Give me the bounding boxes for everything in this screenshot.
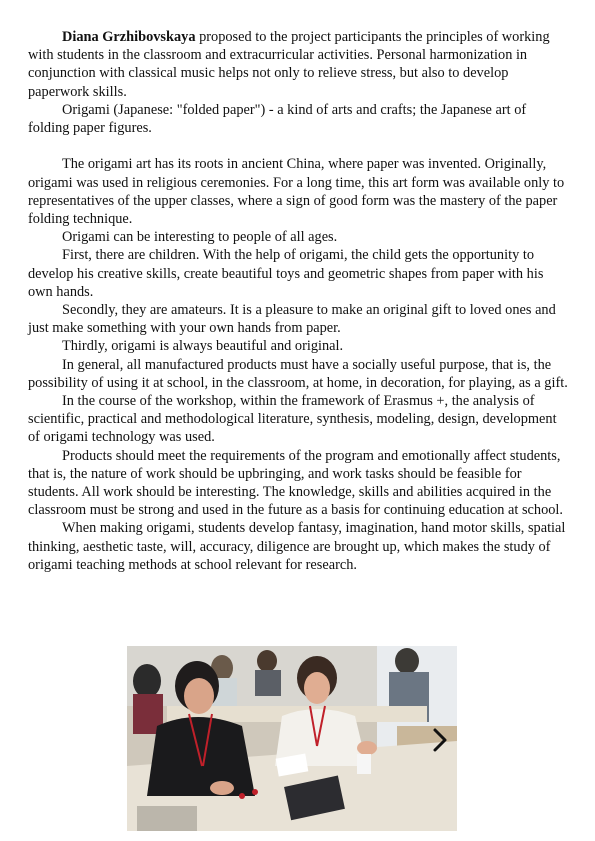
author-name: Diana Grzhibovskaya: [62, 29, 196, 45]
paragraph-all-ages: Origami can be interesting to people of all ages.: [62, 229, 338, 246]
paragraph-origami-history: The origami art has its roots in ancient China, where paper was invented. Originally, origami was used in religious ceremonies. For a long time, this art form was available only to representatives of the upper classes, where a sign of good form was the mastery of the paper folding technique.: [28, 156, 565, 228]
woman-right-face: [304, 672, 330, 704]
background-person: [395, 648, 419, 674]
document-body: [28, 28, 568, 574]
paragraph-intro: [28, 28, 568, 101]
paragraph-workshop: In the course of the workshop, within the framework of Erasmus +, the analysis of scientific, practical and methodological literature, synthesis, modeling, design, development of origami technology was used.: [28, 393, 557, 446]
paragraph-requirements: Products should meet the requirements of the program and emotionally affect students, that is, the nature of work should be upbringing, and work tasks should be feasible for students. All work should be interesting. The knowledge, skills and abilities acquired in the classroom must be strong and used in the future as a basis for continuing education at school.: [28, 447, 563, 519]
next-arrow-button[interactable]: [429, 726, 451, 754]
woman-left-hands: [210, 781, 234, 795]
background-person: [257, 650, 277, 672]
foreground-object: [137, 806, 197, 831]
intro-text: proposed to the project participants the principles of working with students in the classroom and extracurricular activities. Personal harmonization in conjunction with classical music helps not only to relieve stress, but also to develop paperwork skills.: [28, 29, 550, 100]
paragraph-skills: When making origami, students develop fantasy, imagination, hand motor skills, spatial thinking, aesthetic taste, will, accuracy, diligence are brought up, which makes the study of origami teaching methods at school relevant for research.: [28, 520, 566, 573]
woman-right-hands: [357, 741, 377, 755]
chevron-right-icon: [429, 726, 451, 754]
paragraph-amateurs: Secondly, they are amateurs. It is a pleasure to make an original gift to loved ones and just make something with your own hands from paper.: [28, 302, 556, 337]
background-person-body: [255, 670, 281, 696]
woman-left-body: [147, 717, 255, 796]
paragraph-original: Thirdly, origami is always beautiful and original.: [62, 338, 344, 355]
paper-cup: [357, 754, 371, 774]
paragraph-purpose: In general, all manufactured products must have a socially useful purpose, that is, the possibility of using it at school, in the classroom, at home, in decoration, for playing, as a gift.: [28, 356, 568, 391]
background-person: [133, 664, 161, 698]
workshop-photo-illustration: [127, 646, 457, 831]
origami-piece: [252, 789, 258, 795]
paragraph-children: First, there are children. With the help of origami, the child gets the opportunity to develop his creative skills, create beautiful toys and geometric shapes from paper with his own hands.: [28, 247, 544, 300]
woman-left-face: [184, 678, 214, 714]
paragraph-origami-definition: Origami (Japanese: "folded paper") - a kind of arts and crafts; the Japanese art of folding paper figures.: [28, 101, 527, 137]
origami-piece: [239, 793, 245, 799]
workshop-photo: [127, 646, 457, 831]
